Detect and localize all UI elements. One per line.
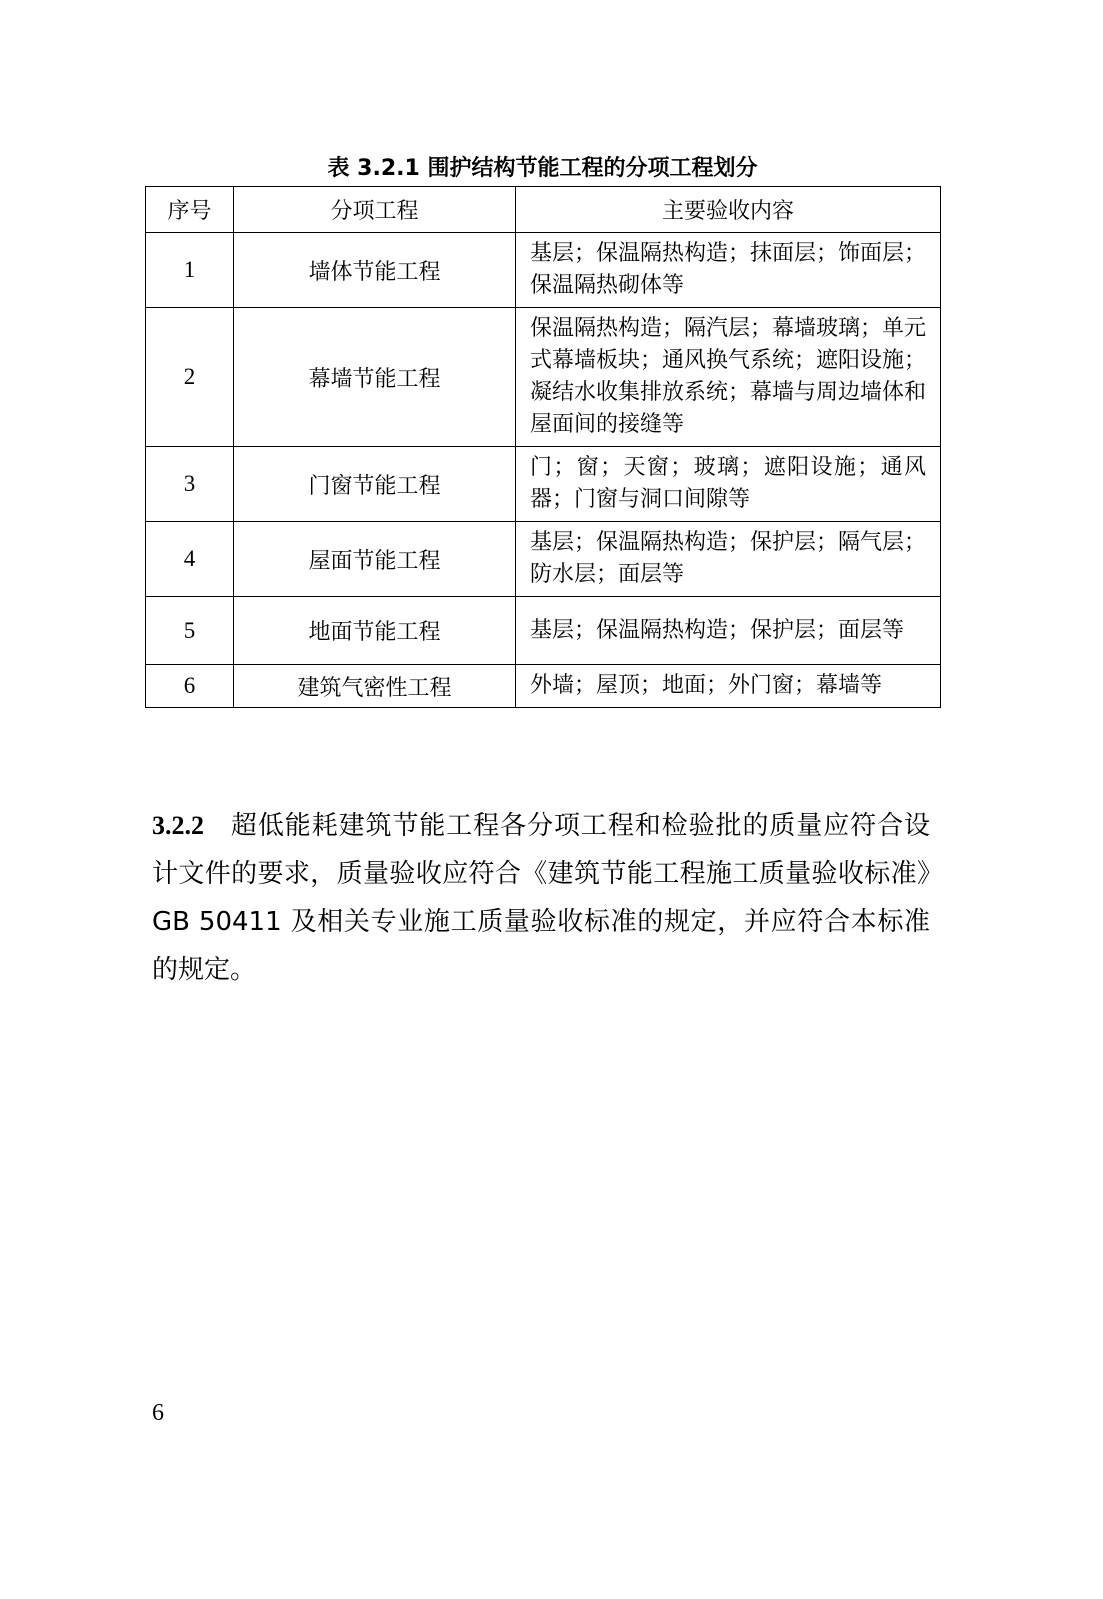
row-number: 5 [146,597,234,665]
header-subitem: 分项工程 [234,187,516,233]
row-number: 6 [146,665,234,708]
row-subitem-name: 幕墙节能工程 [234,308,516,447]
clause-text: 超低能耗建筑节能工程各分项工程和检验批的质量应符合设计文件的要求，质量验收应符合《建筑节能工程施工质量验收标准》GB 50411 及相关专业施工质量验收标准的规定，并应符合本标准的规定。 [152,811,930,985]
row-number: 1 [146,233,234,308]
table-row [146,522,941,597]
row-number: 4 [146,522,234,597]
header-content: 主要验收内容 [516,187,941,233]
row-subitem-name: 门窗节能工程 [234,447,516,522]
table-row [146,447,941,522]
row-content: 基层；保温隔热构造；保护层；隔气层；防水层；面层等 [516,522,941,597]
clause-paragraph [152,802,930,994]
table-row [146,233,941,308]
row-subitem-name: 地面节能工程 [234,597,516,665]
subitem-division-table [145,186,941,708]
table-caption: 表 3.2.1 围护结构节能工程的分项工程划分 [327,156,758,181]
page-number: 6 [152,1400,164,1426]
row-content: 保温隔热构造；隔汽层；幕墙玻璃；单元式幕墙板块；通风换气系统；遮阳设施；凝结水收集排放系统；幕墙与周边墙体和屋面间的接缝等 [516,308,941,447]
row-content: 门；窗；天窗；玻璃；遮阳设施；通风器；门窗与洞口间隙等 [516,447,941,522]
row-number: 3 [146,447,234,522]
row-content: 基层；保温隔热构造；保护层；面层等 [516,597,941,665]
clause-number: 3.2.2 [152,811,204,840]
header-number: 序号 [146,187,234,233]
row-content: 外墙；屋顶；地面；外门窗；幕墙等 [516,665,941,708]
table-header-row [146,187,941,233]
table-row [146,597,941,665]
row-number: 2 [146,308,234,447]
table-row [146,665,941,708]
row-subitem-name: 建筑气密性工程 [234,665,516,708]
row-subitem-name: 屋面节能工程 [234,522,516,597]
row-content: 基层；保温隔热构造；抹面层；饰面层；保温隔热砌体等 [516,233,941,308]
row-subitem-name: 墙体节能工程 [234,233,516,308]
table-row [146,308,941,447]
